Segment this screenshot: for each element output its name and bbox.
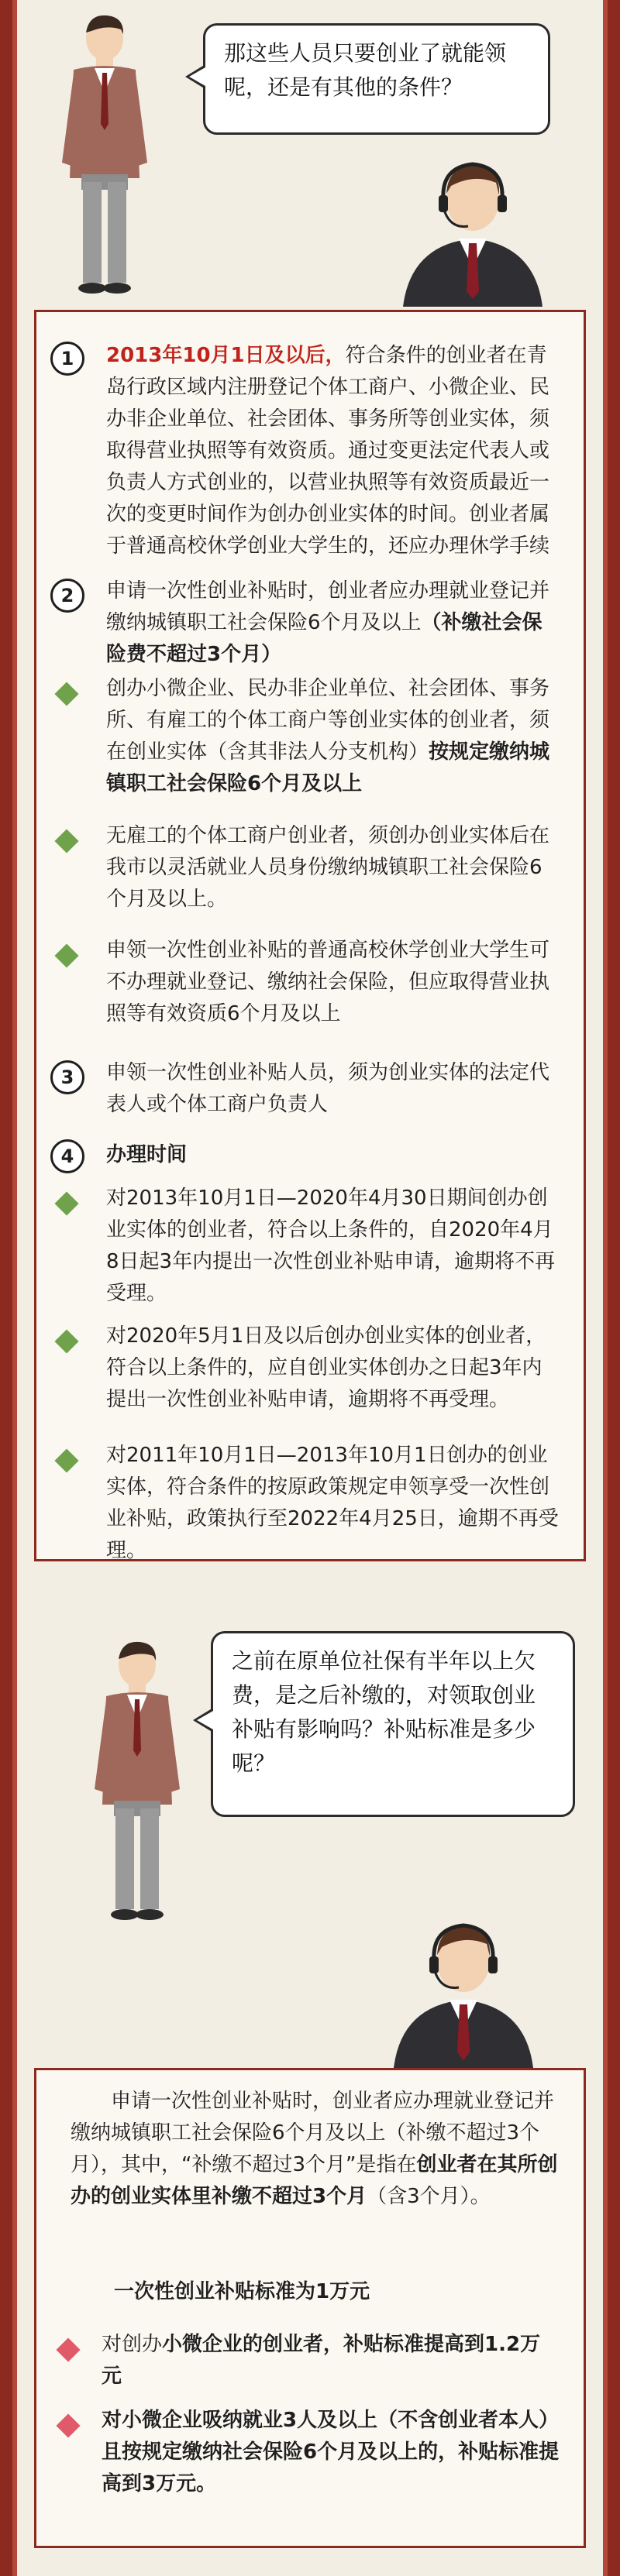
number-badge-1: 1 [50,342,84,376]
pink-bullet-2-bold: 吸纳就业3人及以上（不含创业者本人） [202,2409,560,2432]
bullet-diamond-icon [54,1191,78,1215]
condition-bullet-3-text: 申领一次性创业补贴的普通高校休学创业大学生可不办理就业登记、缴纳社会保险，但应取得营业执照等有效资质6个月及以上 [106,939,550,1025]
bullet-diamond-icon [54,1448,78,1472]
number-badge-2: 2 [50,579,84,613]
bullet-diamond-icon [54,943,78,967]
pink-bullet-1-a: 对创办 [102,2333,163,2356]
number-badge-3: 3 [50,1060,84,1094]
payment-paragraph-b: （含3个月）。 [367,2185,491,2208]
speech-bubble-question-2 [211,1631,575,1817]
condition-1-text [106,340,560,562]
condition-2-bold: （补缴社会保险费不超过3个月） [106,611,542,666]
condition-3-text: 申领一次性创业补贴人员，须为创业实体的法定代表人或个体工商户负责人 [106,1061,550,1116]
standing-man-illustration-2 [79,1634,195,1929]
subsidy-standard-card [34,2068,586,2548]
left-border-band [0,0,17,2576]
agent-with-headset-illustration [388,152,558,307]
handling-time-title: 办理时间 [106,1143,188,1166]
condition-bullet-2-text: 无雇工的个体工商户创业者，须创办创业实体后在我市以灵活就业人员身份缴纳城镇职工社会保险6个月及以上。 [106,824,550,911]
pink-bullet-1-text [102,2329,560,2392]
payment-paragraph-a: 申请一次性创业补贴时，创业者应办理就业登记并缴纳城镇职工社会保险6个月及以上（补缴不超过3个月），其中，“补缴不超过3个月”是指在 [71,2090,555,2176]
condition-1-date-lead: 2013年10月1日及以后， [106,344,346,367]
number-badge-4: 4 [50,1139,84,1173]
condition-2-body: 申请一次性创业补贴时，创业者应办理就业登记并缴纳城镇职工社会保险6个月及以上 [106,579,550,634]
bullet-diamond-icon [54,682,78,706]
pink-bullet-2-text [102,2405,560,2500]
pink-diamond-icon [56,2413,80,2437]
payment-paragraph-bold: 创业者在其所创办的创业实体里补缴不超过3个月 [71,2153,558,2208]
standing-man-illustration [46,8,163,302]
bubble-text-2: 之前在原单位社保有半年以上欠费，是之后补缴的，对领取创业补贴有影响吗？补贴标准是多少呢？ [232,1648,536,1776]
right-border-band [603,0,620,2576]
condition-1-body: 符合条件的创业者在青岛行政区域内注册登记个体工商户、小微企业、民办非企业单位、社会团体、事务所等创业实体，须取得营业执照等有效资质。通过变更法定代表人或负责人方式创业的，以营业执照等有效资质最近一次的变更时间作为创办创业实体的时间。创业者属于普通高校休学创业大学生的，还应办理休学手续 [106,344,550,558]
conditions-card [34,310,586,1561]
time-bullet-2-text: 对2020年5月1日及以后创办创业实体的创业者，符合以上条件的，应自创业实体创办之日起3年内提出一次性创业补贴申请，逾期将不再受理。 [106,1324,546,1411]
pink-bullet-1-b: 的创业者，补贴标准提高到1.2万元 [102,2333,541,2388]
pink-bullet-1-bold: 小微企业 [162,2333,243,2356]
bullet-diamond-icon [54,829,78,853]
pink-diamond-icon [56,2337,80,2361]
bubble-text: 那这些人员只要创业了就能领呢，还是有其他的条件？ [224,40,507,100]
pink-bullet-2-a: 对小微企业 [102,2409,203,2432]
time-bullet-3-text: 对2011年10月1日—2013年10月1日创办的创业实体，符合条件的按原政策规定申领享受一次性创业补贴，政策执行至2022年4月25日，逾期不再受理。 [106,1444,559,1562]
payment-paragraph [71,2086,560,2213]
condition-2-text [106,575,560,671]
condition-bullet-1-body: 创办小微企业、民办非企业单位、社会团体、事务所、有雇工的个体工商户等创业实体的创业者，须在创业实体（含其非法人分支机构） [106,677,550,764]
pink-bullet-2-b: 且按规定缴纳社会保险6个月及以上的，补贴标准提高到3万元。 [102,2440,560,2495]
subsidy-standard-line: 一次性创业补贴标准为1万元 [114,2280,370,2303]
bullet-diamond-icon [54,1329,78,1353]
condition-bullet-1-bold: 按规定缴纳城镇职工社会保险6个月及以上 [106,740,550,795]
agent-with-headset-illustration-2 [378,1913,549,2068]
time-bullet-1-text: 对2013年10月1日—2020年4月30日期间创办创业实体的创业者，符合以上条件的，自2020年4月8日起3年内提出一次性创业补贴申请，逾期将不再受理。 [106,1187,556,1305]
speech-bubble-question-1 [203,23,550,135]
condition-bullet-1-text [106,673,560,800]
